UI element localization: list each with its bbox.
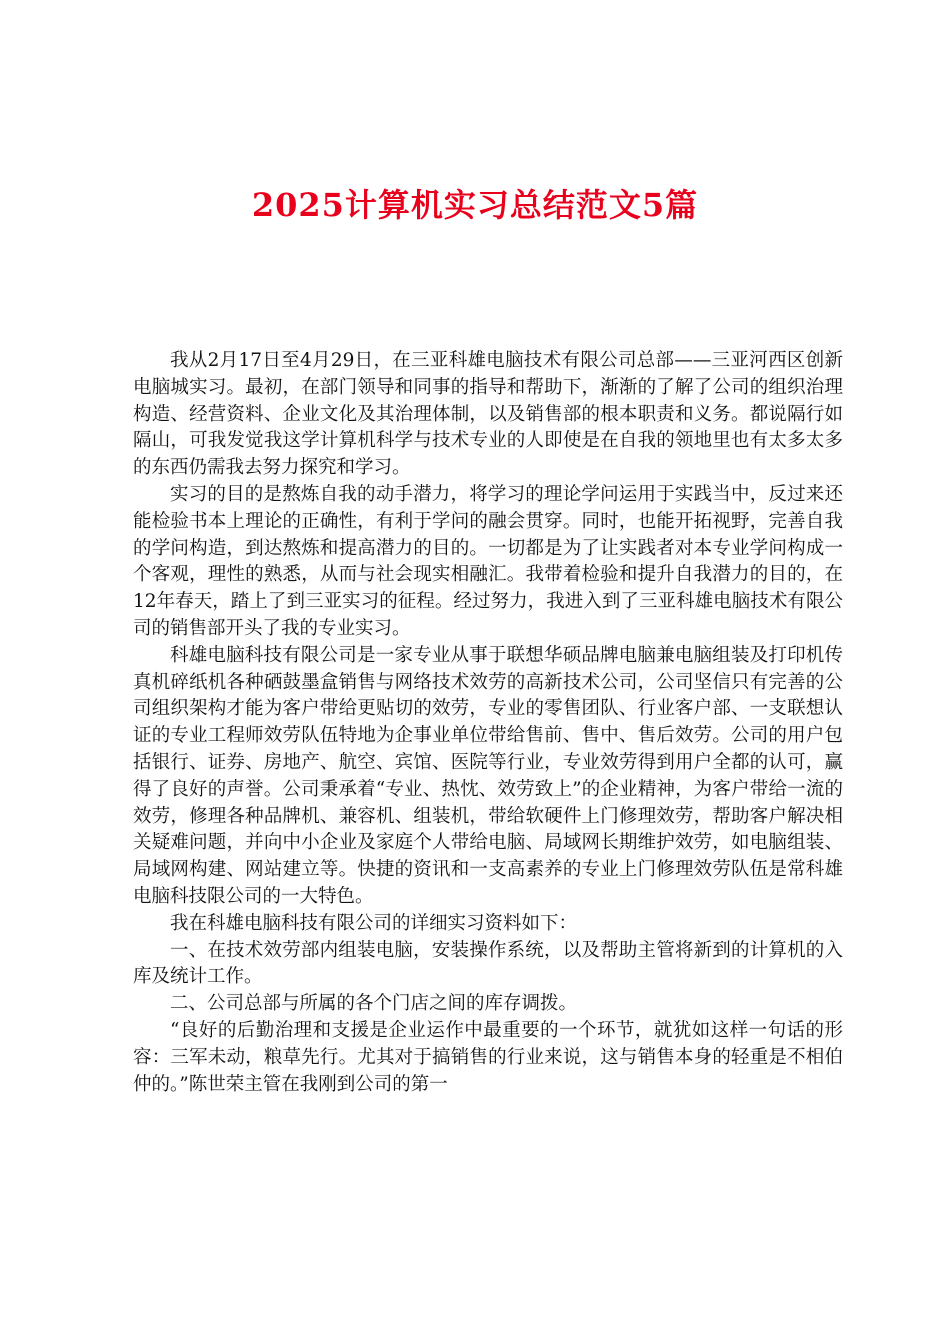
paragraph: “良好的后勤治理和支援是企业运作中最重要的一个环节，就犹如这样一句话的形容：三军未动，粮草先行。尤其对于搞销售的行业来说，这与销售本身的轻重是不相伯仲的。”陈世荣主管在我刚到公司的第一 [133, 1019, 843, 1095]
document-body [133, 348, 843, 1098]
paragraph: 我在科雄电脑科技有限公司的详细实习资料如下： [170, 912, 578, 934]
paragraph: 一、在技术效劳部内组装电脑，安装操作系统，以及帮助主管将新到的计算机的入库及统计工作。 [133, 939, 843, 988]
paragraph: 二、公司总部与所属的各个门店之间的库存调拨。 [170, 993, 578, 1015]
document-title: 2025计算机实习总结范文5篇 [251, 186, 699, 224]
paragraph: 科雄电脑科技有限公司是一家专业从事于联想华硕品牌电脑兼电脑组装及打印机传真机碎纸机各种硒鼓墨盒销售与网络技术效劳的高新技术公司，公司坚信只有完善的公司组织架构才能为客户带给更贴切的效劳，专业的零售团队、行业客户部、一支联想认证的专业工程师效劳队伍特地为企事业单位带给售前、售中、售后效劳。公司的用户包括银行、证券、房地产、航空、宾馆、医院等行业，专业效劳得到用户全都的认可，赢得了良好的声誉。公司秉承着“专业、热忱、效劳致上”的企业精神，为客户带给一流的效劳，修理各种品牌机、兼容机、组装机，带给软硬件上门修理效劳，帮助客户解决相关疑难问题，并向中小企业及家庭个人带给电脑、局域网长期维护效劳，如电脑组装、局域网构建、网站建立等。快捷的资讯和一支高素养的专业上门修理效劳队伍是常科雄电脑科技限公司的一大特色。 [133, 644, 843, 907]
paragraph: 实习的目的是熬炼自我的动手潜力，将学习的理论学问运用于实践当中，反过来还能检验书本上理论的正确性，有利于学问的融会贯穿。同时，也能开拓视野，完善自我的学问构造，到达熬炼和提高潜力的目的。一切都是为了让实践者对本专业学问构成一个客观，理性的熟悉，从而与社会现实相融汇。我带着检验和提升自我潜力的目的，在12年春天，踏上了到三亚实习的征程。经过努力，我进入到了三亚科雄电脑技术有限公司的销售部开头了我的专业实习。 [133, 483, 843, 639]
paragraph: 我从2月17日至4月29日，在三亚科雄电脑技术有限公司总部——三亚河西区创新电脑城实习。最初，在部门领导和同事的指导和帮助下，渐渐的了解了公司的组织治理构造、经营资料、企业文化及其治理体制，以及销售部的根本职责和义务。都说隔行如隔山，可我发觉我这学计算机科学与技术专业的人即使是在自我的领地里也有太多太多的东西仍需我去努力探究和学习。 [133, 350, 843, 479]
